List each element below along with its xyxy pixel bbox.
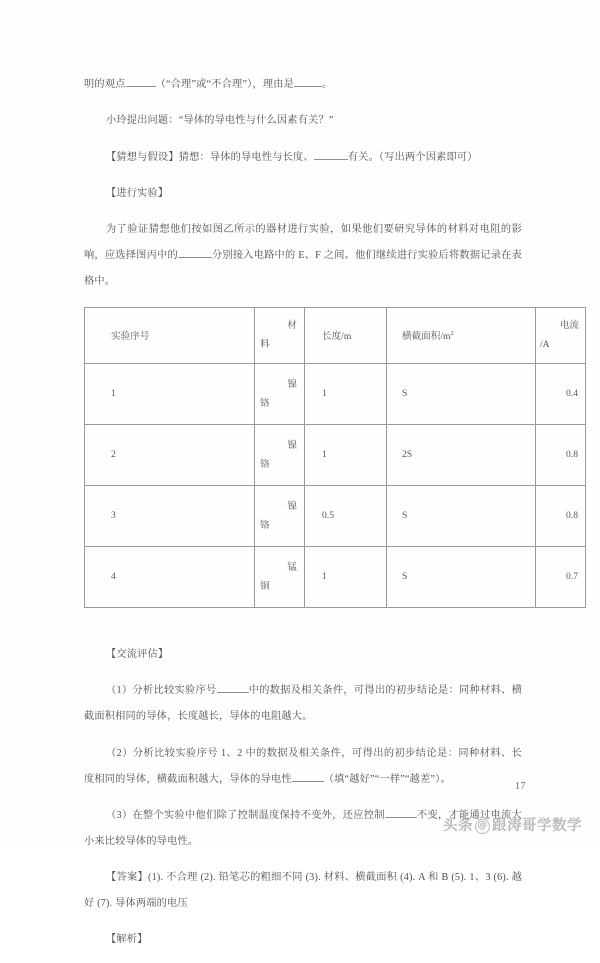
spacer — [84, 614, 522, 632]
current-value: 0.7 — [566, 571, 578, 583]
watermark — [443, 814, 582, 835]
table-row — [85, 485, 586, 546]
current-header-stack — [536, 316, 585, 354]
material-stack — [255, 436, 304, 474]
experiment-text-a: 为了验证猜想他们按如图乙所示的器材进行实验，如果他们要研究导体的材料对电阻的影响，应选择图丙中的 — [84, 223, 522, 261]
material-header-stack — [255, 316, 304, 354]
eval2-text-b: （填“越好”“一样”“越差”）。 — [323, 773, 451, 785]
experiment-text-b: 分别接入电路中的 E、F 之间。他们继续进行实验后将数据记录在表格中。 — [84, 249, 522, 287]
material-top: 镍 — [287, 378, 297, 390]
cell-index: 1 — [85, 363, 255, 424]
answer-blank-opinion[interactable] — [126, 75, 156, 87]
paragraph-opinion — [84, 72, 522, 98]
watermark-name: 跟涛哥学数学 — [492, 818, 582, 834]
cell-index: 2 — [85, 424, 255, 485]
cell-material — [255, 546, 305, 607]
material-header-bottom: 料 — [260, 339, 270, 351]
table-header-row — [85, 307, 586, 363]
paragraph-hypothesis — [84, 145, 522, 171]
current-value: 0.8 — [566, 510, 578, 522]
current-value: 0.4 — [566, 388, 578, 400]
answer-blank-hypothesis[interactable] — [314, 148, 348, 160]
eval3-text-b: 不变，才能通过电流大小来比较导体的导电性。 — [84, 809, 523, 847]
material-stack — [255, 558, 304, 596]
material-stack — [255, 497, 304, 535]
experiment-data-table — [84, 307, 586, 608]
opinion-text-a: 明的观点 — [84, 79, 126, 91]
header-cell-index: 实验序号 — [85, 307, 255, 363]
material-bottom: 铬 — [260, 458, 270, 470]
current-header-bottom: /A — [540, 339, 550, 351]
table-row — [85, 546, 586, 607]
watermark-prefix: 头条 — [443, 818, 473, 834]
cell-index: 3 — [85, 485, 255, 546]
cell-current — [536, 485, 586, 546]
answer-blank-component[interactable] — [178, 246, 212, 258]
paragraph-evaluation-1 — [84, 678, 522, 730]
at-icon: @ — [475, 819, 490, 834]
eval3-text-a: （3）在整个实验中他们除了控制温度保持不变外，还应控制 — [106, 809, 385, 821]
cell-length: 0.5 — [305, 485, 387, 546]
hypothesis-text-b: 有关。（写出两个因素即可） — [347, 151, 478, 163]
page-number: 17 — [515, 781, 526, 792]
material-bottom: 铜 — [260, 580, 270, 592]
material-bottom: 铬 — [260, 397, 270, 409]
cell-material — [255, 424, 305, 485]
answer-blank-reason[interactable] — [294, 75, 322, 87]
cell-material — [255, 363, 305, 424]
eval2-text-a: （2）分析比较实验序号 1、2 中的数据及相关条件，可得出的初步结论是：同种材料、长度相同的导体，横截面积越大，导体的导电性 — [84, 747, 522, 785]
answer-blank-eval2[interactable] — [292, 770, 324, 782]
cell-area: 2S — [387, 424, 536, 485]
header-cell-area — [387, 307, 536, 363]
material-header-top: 材 — [287, 320, 297, 332]
area-header-exponent: 2 — [450, 330, 454, 338]
material-stack — [255, 375, 304, 413]
answer-blank-eval1[interactable] — [217, 681, 249, 693]
header-cell-material — [255, 307, 305, 363]
cell-length: 1 — [305, 363, 387, 424]
material-top: 锰 — [287, 561, 297, 573]
hypothesis-text-a: 【猜想与假设】猜想：导体的导电性与长度、 — [106, 151, 314, 163]
cell-current — [536, 363, 586, 424]
paragraph-question: 小玲提出问题：“导体的导电性与什么因素有关？” — [106, 115, 334, 127]
cell-length: 1 — [305, 424, 387, 485]
paragraph-evaluation-heading: 【交流评估】 — [106, 649, 169, 661]
opinion-text-c: 。 — [322, 79, 333, 91]
answer-blank-eval3[interactable] — [385, 806, 417, 818]
header-cell-length: 长度/m — [305, 307, 387, 363]
material-bottom: 铬 — [260, 519, 270, 531]
cell-area: S — [387, 546, 536, 607]
table-row — [85, 424, 586, 485]
cell-current — [536, 546, 586, 607]
cell-length: 1 — [305, 546, 387, 607]
paragraph-experiment-heading: 【进行实验】 — [106, 187, 169, 199]
cell-area: S — [387, 485, 536, 546]
paragraph-evaluation-2 — [84, 741, 522, 793]
cell-current — [536, 424, 586, 485]
current-header-top: 电流 — [559, 320, 579, 332]
opinion-text-b: （“合理”或“不合理”），理由是 — [155, 79, 294, 91]
table-row — [85, 363, 586, 424]
paragraph-experiment-body — [84, 217, 522, 295]
cell-material — [255, 485, 305, 546]
header-cell-current — [536, 307, 586, 363]
cell-area: S — [387, 363, 536, 424]
paragraph-answer: 【答案】(1). 不合理 (2). 铅笔芯的粗细不同 (3). 材料、横截面积 (4). A 和 B (5). 1、3 (6). 越好 (7). 导体两端的电压 — [84, 871, 522, 909]
material-top: 镍 — [287, 500, 297, 512]
eval1-text-b: 中的数据及相关条件，可得出的初步结论是：同种材料、横截面积相同的导体，长度越长，导体的电阻越大。 — [84, 685, 523, 723]
material-top: 镍 — [287, 439, 297, 451]
cell-index: 4 — [85, 546, 255, 607]
current-value: 0.8 — [566, 449, 578, 461]
paragraph-analysis-heading: 【解析】 — [106, 934, 148, 946]
eval1-text-a: （1）分析比较实验序号 — [106, 685, 217, 697]
area-header-text: 横截面积/m — [402, 331, 451, 343]
